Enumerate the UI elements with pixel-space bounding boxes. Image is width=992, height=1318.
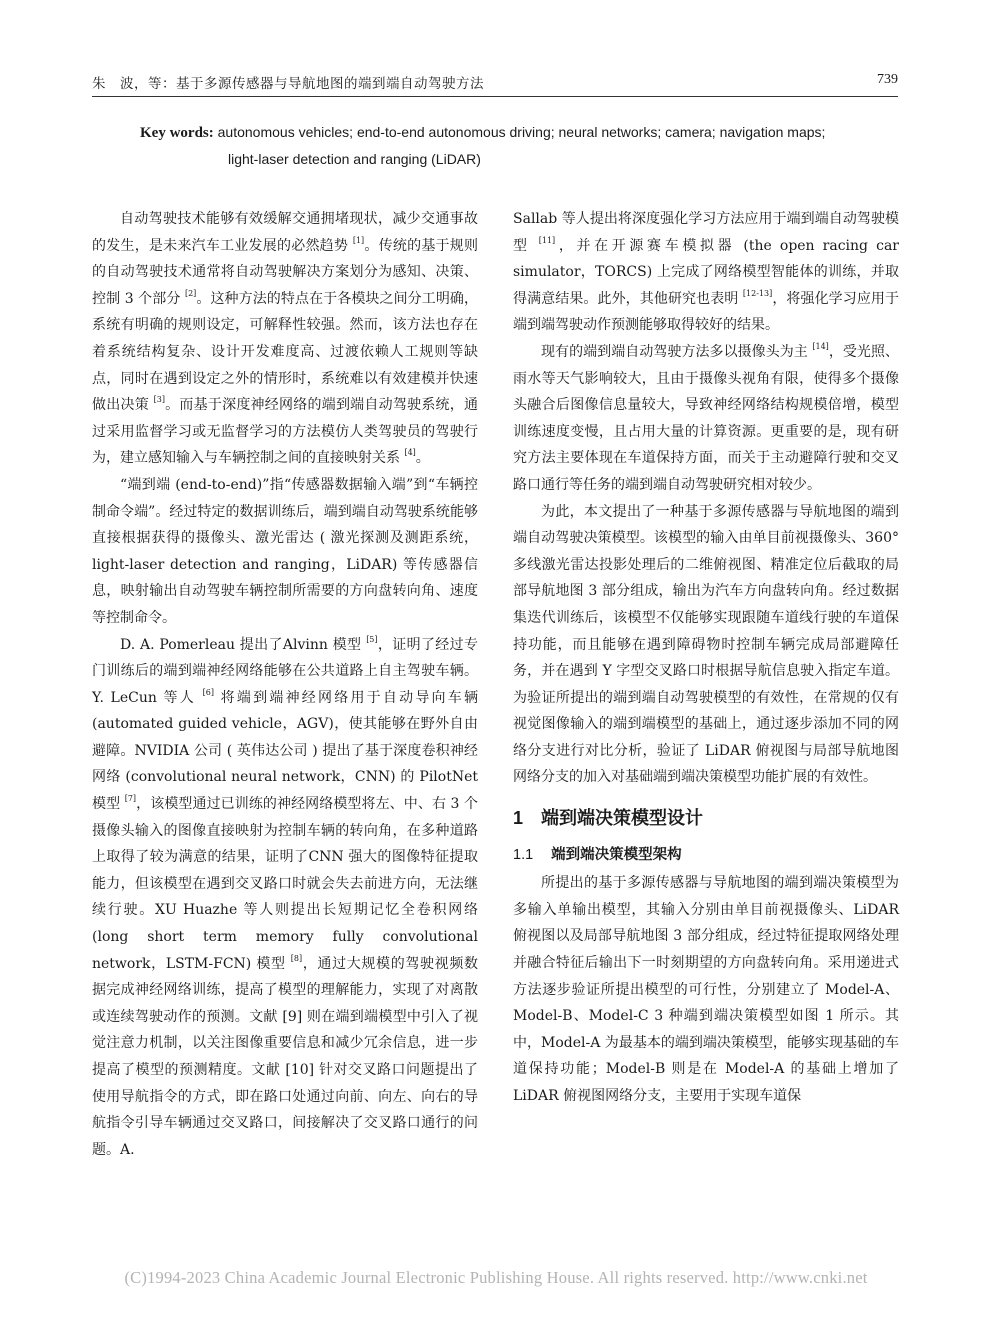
subsection-heading: 1.1 端到端决策模型架构 xyxy=(513,846,682,863)
paragraph: 所提出的基于多源传感器与导航地图的端到端决策模型为多输入单输出模型，其输入分别由单目前视摄像头、LiDAR 俯视图以及局部导航地图 3 部分组成，经过特征提取网络处理并融合特征后输出下一时刻期望的方向盘转向角。采用递进式方法逐步验证所提出模型的可行性，分别建立了 Model-A、Model-B、Model-C 3 种端到端决策模型如图 1 所示。其中，Model-A 为最基本的端到端决策模型，能够实现基础的车道保持功能；Model-B 则是在 Model-A 的基础上增加了 LiDAR 俯视图网络分支，主要用于实现车道保 xyxy=(513,875,899,1104)
paragraph: 为此，本文提出了一种基于多源传感器与导航地图的端到端自动驾驶决策模型。该模型的输入由单目前视摄像头、360° 多线激光雷达投影处理后的二维俯视图、精准定位后截取的局部导航地图 3 部分组成，输出为汽车方向盘转向角。经过数据集迭代训练后，该模型不仅能够实现跟随车道线行驶的车道保持功能，而且能够在遇到障碍物时控制车辆完成局部避障任务，并在遇到 Y 字型交叉路口时根据导航信息驶入指定车道。为验证所提出的端到端自动驾驶模型的有效性，在常规的仅有视觉图像输入的端到端模型的基础上，通过逐步添加不同的网络分支进行对比分析，验证了 LiDAR 俯视图与局部导航地图网络分支的加入对基础端到端决策模型功能扩展的有效性。 xyxy=(513,503,899,786)
paragraph: Sallab 等人提出将深度强化学习方法应用于端到端自动驾驶模型 [11]，并在开源赛车模拟器 (the open racing car simulator，TORCS) 上完成了网络模型智能体的训练，并取得满意结果。此外，其他研究也表明 [12-13]，将强化学习应用于端到端驾驶动作预测能够取得较好的结果。 xyxy=(513,211,900,334)
copyright-footer: (C)1994-2023 China Academic Journal Electronic Publishing House. All rights reserved. http://www.cnki.net xyxy=(124,1268,868,1287)
right-column xyxy=(513,206,899,1110)
running-title: 朱 波，等：基于多源传感器与导航地图的端到端自动驾驶方法 xyxy=(92,76,484,92)
keywords-block xyxy=(140,119,900,172)
left-column xyxy=(92,206,478,1163)
section-heading: 1 端到端决策模型设计 xyxy=(513,808,704,829)
paragraph: 现有的端到端自动驾驶方法多以摄像头为主 [14]，受光照、雨水等天气影响较大，且由于摄像头视角有限，使得多个摄像头融合后图像信息量较大，导致神经网络结构规模倍增，模型训练速度变慢，且占用大量的计算资源。更重要的是，现有研究方法主要体现在车道保持方面，而关于主动避障行驶和交叉路口通行等任务的端到端自动驾驶研究相对较少。 xyxy=(513,341,900,493)
paragraph: “端到端 (end-to-end)”指“传感器数据输入端”到“车辆控制命令端”。经过特定的数据训练后，端到端自动驾驶系统能够直接根据获得的摄像头、激光雷达 ( 激光探测及测距系统，light-laser detection and ranging，LiDAR) 等传感器信息，映射输出自动驾驶车辆控制所需要的方向盘转向角、速度等控制命令。 xyxy=(92,476,478,626)
page-number: 739 xyxy=(877,72,898,87)
keywords-line-1: autonomous vehicles; end-to-end autonomous driving; neural networks; camera; navigation maps; xyxy=(217,124,826,140)
paragraph: 自动驾驶技术能够有效缓解交通拥堵现状，减少交通事故的发生，是未来汽车工业发展的必然趋势 [1]。传统的基于规则的自动驾驶技术通常将自动驾驶解决方案划分为感知、决策、控制 3 个部分 [2]。这种方法的特点在于各模块之间分工明确，系统有明确的规则设定，可解释性较强。然而，该方法也存在着系统结构复杂、设计开发难度高、过渡依赖人工规则等缺点，同时在遇到设定之外的情形时，系统难以有效建模并快速做出决策 [3]。而基于深度神经网络的端到端自动驾驶系统，通过采用监督学习或无监督学习的方法模仿人类驾驶员的驾驶行为，建立感知输入与车辆控制之间的直接映射关系 [4]。 xyxy=(92,211,479,467)
keywords-line-2: light-laser detection and ranging (LiDAR) xyxy=(228,151,481,167)
paragraph: D. A. Pomerleau 提出了Alvinn 模型 [5]，证明了经过专门训练后的端到端神经网络能够在公共道路上自主驾驶车辆。Y. LeCun 等人 [6] 将端到端神经网络用于自动导向车辆 (automated guided vehicle，AGV)，使其能够在野外自由避障。NVIDIA 公司 ( 英伟达公司 ) 提出了基于深度卷积神经网络 (convolutional neural network，CNN) 的 PilotNet 模型 [7]，该模型通过已训练的神经网络模型将左、中、右 3 个摄像头输入的图像直接映射为控制车辆的转向角，在多种道路上取得了较为满意的结果，证明了CNN 强大的图像特征提取能力，但该模型在遇到交叉路口时就会失去前进方向，无法继续行驶。XU Huazhe 等人则提出长短期记忆全卷积网络 (long short term memory fully convolutional network，LSTM-FCN) 模型 [8]，通过大规模的驾驶视频数据完成神经网络训练，提高了模型的理解能力，实现了对离散或连续驾驶动作的预测。文献 [9] 则在端到端模型中引入了视觉注意力机制，以关注图像重要信息和减少冗余信息，进一步提高了模型的预测精度。文献 [10] 针对交叉路口问题提出了使用导航指令的方式，即在路口处通过向前、向左、向右的导航指令引导车辆通过交叉路口，间接解决了交叉路口通行的问题。A. xyxy=(92,634,479,1158)
running-header xyxy=(92,68,898,97)
keywords-label: Key words: xyxy=(140,125,214,141)
